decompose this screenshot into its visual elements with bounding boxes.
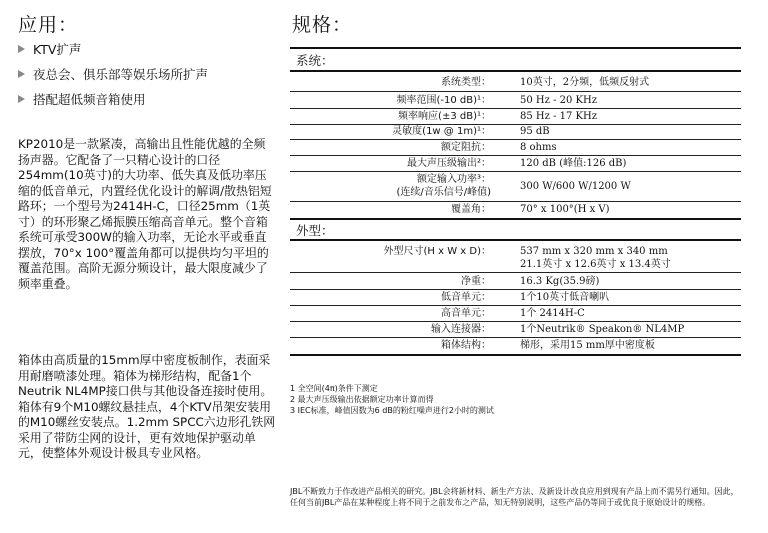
divider [290,218,741,220]
spec-label: 最大声压级输出²： [406,158,491,169]
footnote: 1 全空间(4π)条件下测定 [290,384,378,393]
spec-value: 300 W/600 W/1200 W [520,181,631,192]
spec-label: 额定输入功率³： [416,174,491,185]
list-item [18,92,278,117]
spec-label: 频率响应(±3 dB)¹： [398,111,491,122]
product-description: KP2010是一款紧凑，高输出且性能优越的全频扬声器。它配备了一只精心设计的口径254mm(10英寸)的大功率、低失真及低功率压缩的低音单元，内置经优化设计的解调/散热铝短路环；一个型号为2414H-C，口径25mm（1英寸）的环形聚乙烯振膜压缩高音单元。整个音箱系统可承受300W的输入功率，无论水平或垂直摆放，70°x 100°覆盖角都可以提供均匀平坦的覆盖范围。高阶无源分频设计，最大限度减少了频率重叠。 [18,137,272,291]
list-item [18,67,278,92]
spec-value: 70° x 100°(H x V) [520,204,610,215]
divider [290,47,741,49]
bullet-triangle-icon [18,45,25,53]
footnote: 3 IEC标准，峰值因数为6 dB的粉红噪声进行2小时的测试 [290,406,494,415]
spec-label: 箱体结构： [441,340,491,351]
spec-label: 输入连接器： [431,324,491,335]
divider [290,139,741,140]
spec-label: 低音单元： [441,292,491,303]
applications-heading: 应用： [18,14,79,36]
divider [290,171,741,172]
list-item-label: 搭配超低频音箱使用 [33,92,146,107]
divider [290,354,741,356]
physical-section-label: 外型： [296,223,334,238]
spec-value: 梯形，采用15 mm厚中密度板 [520,340,655,351]
spec-value: 8 ohms [520,142,557,153]
divider [290,108,741,109]
spec-value: 50 Hz - 20 KHz [520,95,597,106]
divider [290,201,741,202]
footnote: 2 最大声压级输出依据额定功率计算而得 [290,395,434,404]
system-section-label: 系统： [296,53,334,68]
spec-label: 频率范围(-10 dB)¹： [396,95,491,106]
cabinet-description: 箱体由高质量的15mm厚中密度板制作，表面采用耐磨喷漆处理。箱体为梯形结构，配备1个Neutrik NL4MP接口供与其他设备连接时使用。箱体有9个M10螺纹悬挂点，4个KTV吊架安装用的M10螺丝安装点。1.2mm SPCC六边形孔铁网采用了带防尘网的设计，更有效地保护驱动单元，使整体外观设计极具专业风格。 [18,353,276,460]
divider [290,305,741,306]
applications-list [18,42,278,117]
spec-value-sub: 21.1英寸 x 12.6英寸 x 13.4英寸 [520,259,671,270]
spec-label: 覆盖角： [451,204,491,215]
spec-label: 系统类型： [441,77,491,88]
divider [290,239,741,241]
spec-value: 537 mm x 320 mm x 340 mm [520,246,668,257]
spec-value: 85 Hz - 17 KHz [520,111,597,122]
bullet-triangle-icon [18,70,25,78]
spec-label: 净重： [461,276,491,287]
spec-value: 1个 2414H-C [520,308,585,319]
divider [290,155,741,156]
disclaimer: JBL不断致力于作改进产品相关的研究。JBL会将新材料、新生产方法、及新设计改良应用到现有产品上而不需另行通知。因此，任何当前JBL产品在某种程度上将不同于之前发布之产品，知无特别说明，这些产品仍等同于或优良于原始设计的规格。 [290,487,739,507]
spec-label: 灵敏度(1w @ 1m)¹： [392,126,491,137]
divider [290,124,741,125]
spec-value: 1个10英寸低音喇叭 [520,292,610,303]
spec-label: 外型尺寸(H x W x D)： [383,246,491,257]
divider [290,289,741,290]
divider [290,272,741,273]
spec-value: 1个Neutrik® Speakon® NL4MP [520,324,685,335]
bullet-triangle-icon [18,95,25,103]
spec-label: 额定阻抗： [441,142,491,153]
divider [290,91,741,92]
divider [290,321,741,322]
spec-label-sub: (连续/音乐信号/峰值) [396,187,491,198]
spec-value: 10英寸，2分频，低频反射式 [520,77,650,88]
spec-value: 120 dB (峰值:126 dB) [520,158,627,169]
spec-value: 16.3 Kg(35.9磅) [520,276,600,287]
list-item [18,42,278,67]
divider [290,70,741,72]
divider [290,337,741,338]
list-item-label: KTV扩声 [33,42,82,57]
specs-heading: 规格： [292,14,353,36]
spec-label: 高音单元： [441,308,491,319]
spec-value: 95 dB [520,126,550,137]
list-item-label: 夜总会、俱乐部等娱乐场所扩声 [33,67,209,82]
